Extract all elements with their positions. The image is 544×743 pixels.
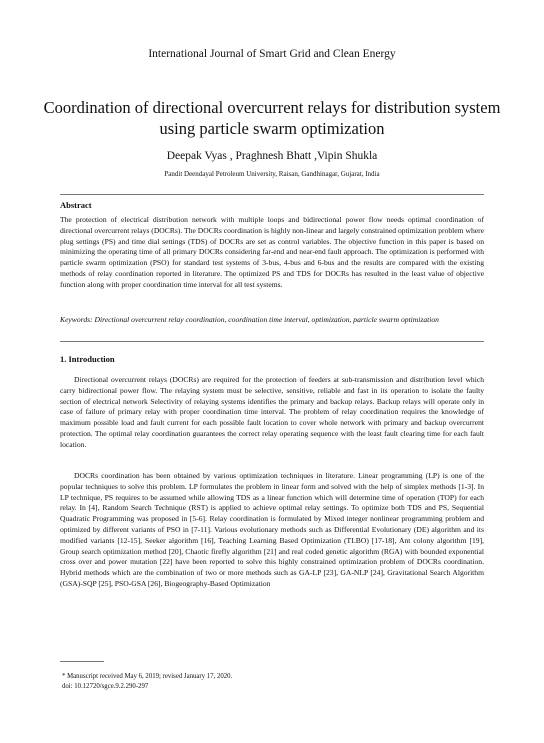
journal-name: International Journal of Smart Grid and Clean Energy xyxy=(148,48,396,60)
footnote-rule xyxy=(60,661,104,662)
footnote-doi: doi: 10.12720/sgce.9.2.290-297 xyxy=(62,683,149,690)
divider-bottom xyxy=(60,341,484,342)
paper-title: Coordination of directional overcurrent relays for distribution system using particle swarm optimization xyxy=(43,98,501,138)
intro-paragraph-2: DOCRs coordination has been obtained by various optimization techniques in literature. Linear programming (LP) is one of the popular techniques to solve this problem. LP formulates the problem in linear form and solved with the help of simplex methods [1-3]. In LP technique, PS requires to be assumed while allowing TDS as a linear function which will determine time of operation (TOP) for each relay. In [4], Random Search Technique (RST) is applied to achieve optimal relay settings. To optimize both TDS and PS, Sequential Quadratic Programming was proposed in [5-6]. Relay coordination is formulated by Mixed integer nonlinear programming problem and optimized by different variants of PSO in [7-11]. Various evolutionary methods such as Differential Evolutionary (DE) algorithm and its modified variants [12-15], Seeker algorithm [16], Teaching Learning Based Optimization (TLBO) [17-18], Ant colony algorithm [19], Group search optimization method [20], Chaotic firefly algorithm [21] and real coded genetic algorithm (RGA) with bounded exponential cross over and power mutation [22] have been reported to solve this highly constrained optimization problem of DOCRs coordination. Hybrid methods which are the combination of two or more methods such as GA-LP [23], GA-NLP [24], Gravitational Search Algorithm (GSA)-SQP [25], PSO-GSA [26], Biogeography-Based Optimization xyxy=(60,471,484,588)
keywords: Keywords: Directional overcurrent relay coordination, coordination time interval, optimization, particle swarm optimization xyxy=(60,315,439,324)
abstract-heading: Abstract xyxy=(60,200,92,210)
abstract-text: The protection of electrical distribution network with multiple loops and bidirectional power flow needs optimal coordination of directional overcurrent relays (DOCRs). The DOCRs coordination is highly non-linear and largely constrained optimization problem where plug settings (PS) and time dial settings (TDS) of DOCRs are set as control variables. The objective function in this paper is based on minimizing the operating time of all primary DOCRs considering far-end and near-end fault approach. The optimization is performed with particle swarm optimization (PSO) for standard test systems of 3-bus, 4-bus and 6-bus and the results are compared with the existing methods of relay coordination reported in literature. The optimized PS and TDS for DOCRs has resulted in the least value of objective function along with proper coordination time interval for all test systems. xyxy=(60,215,485,289)
intro-paragraph-1: Directional overcurrent relays (DOCRs) are required for the protection of feeders at sub-transmission and distribution level which carry bidirectional power flow. The relaying system must be selective, sensitive, reliable and fast in its operation to isolate the faulty section of electrical network Selectivity of relaying systems identifies the primary and backup relays. Backup relays will operate only in case of failure of primary relay with proper coordination time interval. The problem of relay coordination requires the knowledge of maximum possible load and fault current for each possible fault location to cover whole network with primary and backup overcurrent protection. The optimal relay coordination guarantees the correct relay operating sequence with the least fault clearing time for each fault location. xyxy=(60,375,484,449)
footnote-received: * Manuscript received May 6, 2019; revised January 17, 2020. xyxy=(62,673,233,680)
authors: Deepak Vyas , Praghnesh Bhatt ,Vipin Shukla xyxy=(166,150,378,162)
introduction-heading: 1. Introduction xyxy=(60,354,115,364)
affiliation: Pandit Deendayal Petroleum University, Raisan, Gandhinagar, Gujarat, India xyxy=(164,170,380,178)
divider-top xyxy=(60,194,484,195)
